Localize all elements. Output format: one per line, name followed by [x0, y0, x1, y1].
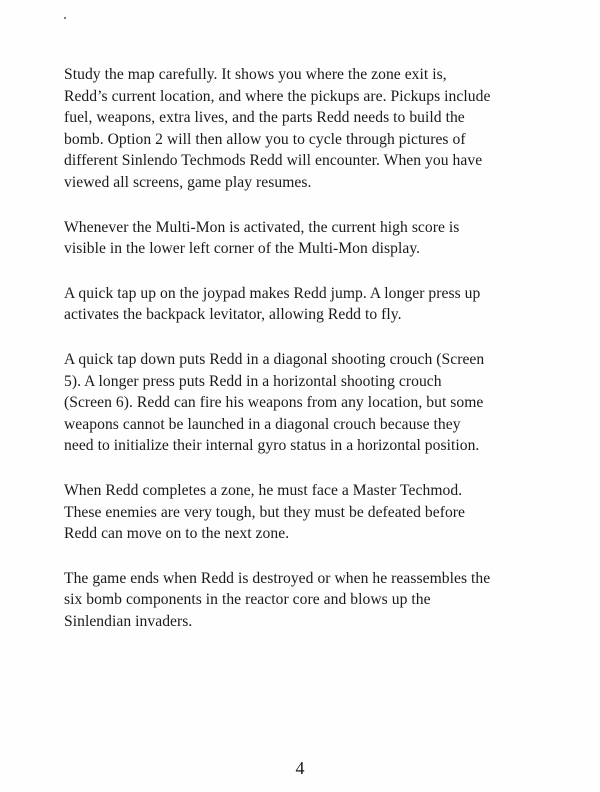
body-text	[64, 64, 564, 655]
text-line: fuel, weapons, extra lives, and the parts Redd needs to build the	[64, 109, 465, 127]
paragraph-jump-fly	[64, 283, 564, 326]
text-line: viewed all screens, game play resumes.	[64, 173, 312, 191]
text-line: Redd’s current location, and where the pickups are. Pickups include	[64, 87, 491, 105]
paragraph-map-instructions	[64, 64, 564, 194]
text-line: Sinlendian invaders.	[64, 612, 193, 630]
text-line: weapons cannot be launched in a diagonal crouch because they	[64, 415, 461, 433]
paragraph-game-end	[64, 568, 564, 633]
text-line: need to initialize their internal gyro status in a horizontal position.	[64, 437, 480, 455]
text-line: bomb. Option 2 will then allow you to cycle through pictures of	[64, 130, 466, 148]
paragraph-high-score	[64, 217, 564, 260]
page-number: 4	[295, 758, 305, 778]
text-line: 5). A longer press puts Redd in a horizontal shooting crouch	[64, 372, 442, 390]
text-line: visible in the lower left corner of the Multi-Mon display.	[64, 240, 421, 258]
text-line: A quick tap down puts Redd in a diagonal shooting crouch (Screen	[64, 350, 485, 368]
text-line: These enemies are very tough, but they must be defeated before	[64, 503, 466, 521]
text-line: activates the backpack levitator, allowing Redd to fly.	[64, 306, 402, 324]
text-line: (Screen 6). Redd can fire his weapons from any location, but some	[64, 394, 484, 412]
text-line: six bomb components in the reactor core and blows up the	[64, 591, 431, 609]
text-line: A quick tap up on the joypad makes Redd jump. A longer press up	[64, 284, 481, 302]
text-line: Whenever the Multi-Mon is activated, the current high score is	[64, 218, 460, 236]
scan-speck	[64, 17, 66, 19]
text-line: When Redd completes a zone, he must face a Master Techmod.	[64, 481, 463, 499]
paragraph-master-techmod	[64, 480, 564, 545]
text-line: different Sinlendo Techmods Redd will encounter. When you have	[64, 152, 483, 170]
paragraph-crouch	[64, 349, 564, 457]
text-line: Study the map carefully. It shows you where the zone exit is,	[64, 66, 447, 83]
text-line: The game ends when Redd is destroyed or when he reassembles the	[64, 569, 491, 587]
text-line: Redd can move on to the next zone.	[64, 525, 290, 543]
